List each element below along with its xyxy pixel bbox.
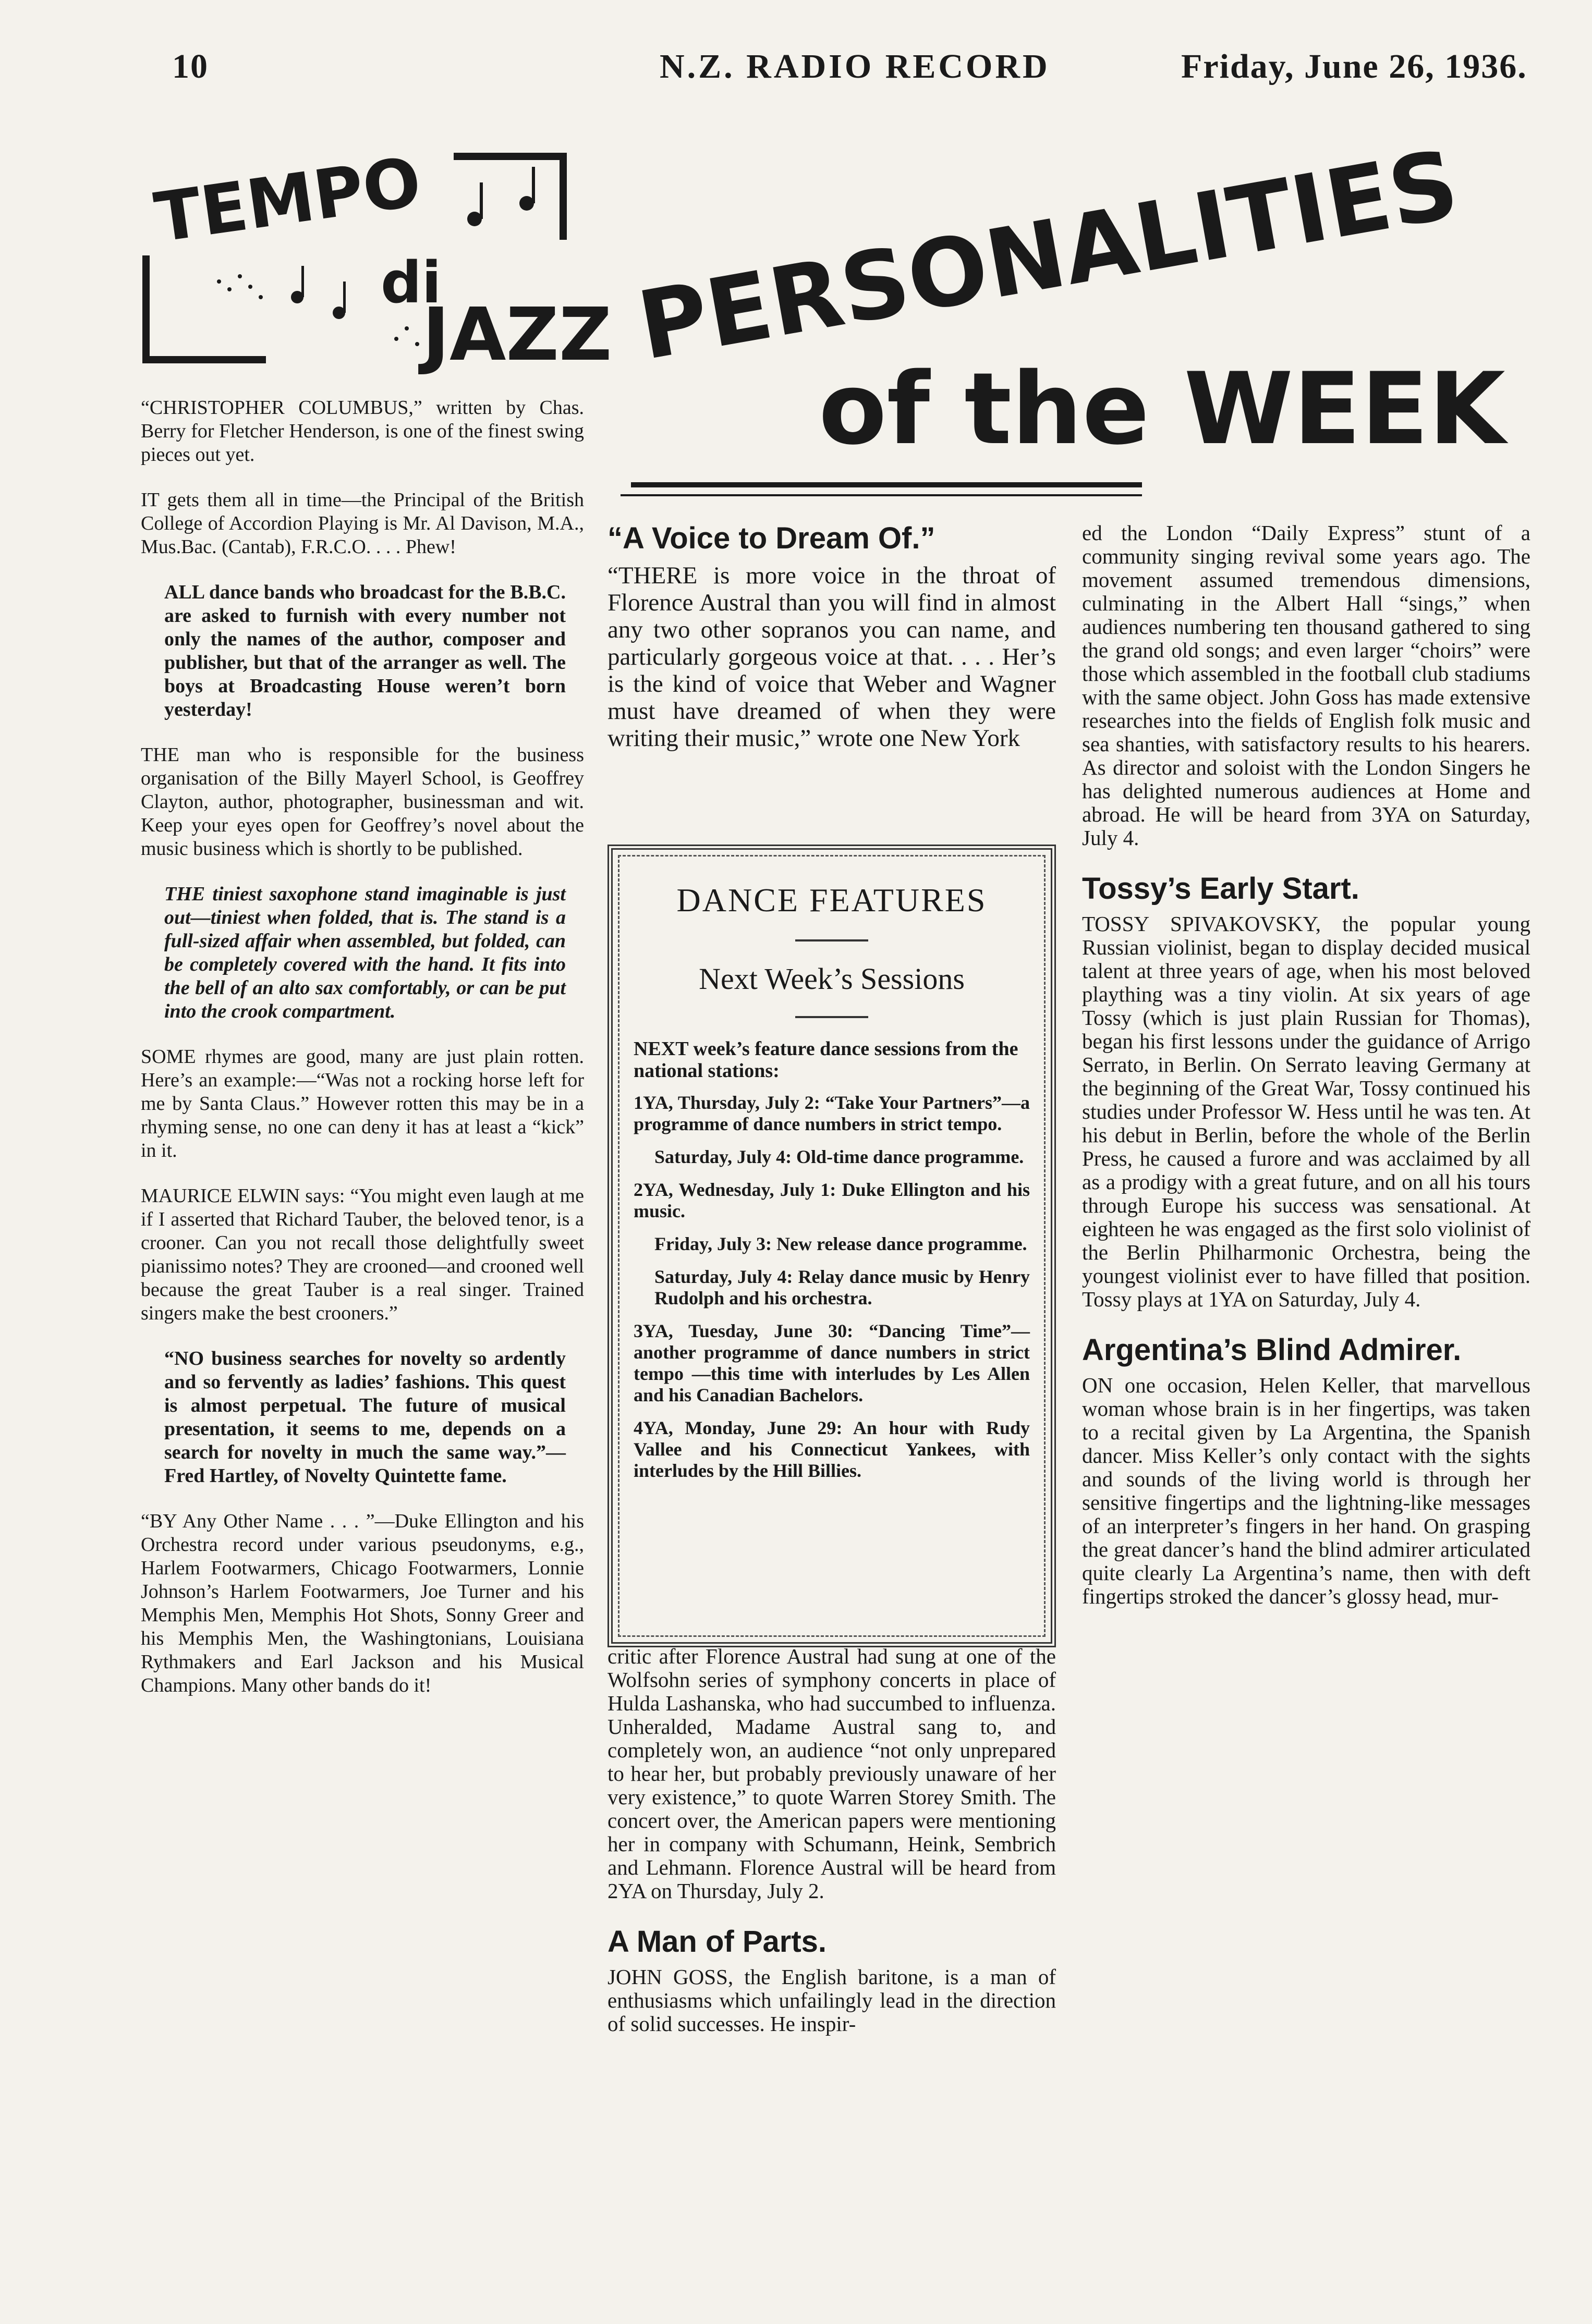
listing-2ya-friday: Friday, July 3: New release dance programme.: [654, 1233, 1027, 1254]
article-florence-austral-part1: “THERE is more voice in the throat of Florence Austral than you will find in almost any two other sopranos you can name, and particularly gorgeous voice at that. . . . Her’s is the kind of voice that Weber and Wagner must have dreamed of when they were writing their music,” wrote one New York: [607, 562, 1056, 752]
of-the-week-text: of the WEEK: [819, 351, 1505, 467]
jazz-text: JAZZ: [422, 292, 612, 377]
article-helen-keller: ON one occasion, Helen Keller, that marvellous woman whose brain is in her fingertips, was taken to a recital given by La Argentina, the Spanish dancer. Miss Keller’s only contact with the sights and sounds of the living world is through her sensitive fingertips and the lightning-like messages of an interpreter’s fingers in her hand. On grasping the great dancer’s hand the blind admirer articulated quite clearly La Argentina’s name, then with deft fingertips stroked the dancer’s glossy head, mur-: [1082, 1373, 1530, 1608]
item-saxophone-stand: THE tiniest saxophone stand imaginable is just out—tiniest when folded, that is. The stand is a full-sized affair when assembled, but folded, can be completely covered with the hand. It fits into the bell of an alto sax comfortably, or can be put into the crook compartment.: [164, 883, 566, 1022]
listing-2ya-wednesday: 2YA, Wednesday, July 1: Duke Ellington and his music.: [634, 1179, 1030, 1221]
dance-features-title: DANCE FEATURES: [676, 882, 987, 919]
publication-title: N.Z. RADIO RECORD: [660, 47, 1050, 85]
item-ellington-pseudonyms: “BY Any Other Name . . . ”—Duke Ellington and his Orchestra record under various pseudonyms, e.g., Harlem Footwarmers, Chicago Footwarmers, Lonnie Johnson’s Harlem Footwarmers, Joe Turner and his Memphis Men, Memphis Hot Shots, Sonny Greer and his Memphis Men, the Washingtonians, Louisiana Rythmakers and Earl Jackson and his Musical Champions. Many other bands do it!: [141, 1510, 584, 1696]
dance-features-subtitle: Next Week’s Sessions: [699, 962, 965, 996]
item-novelty: “NO business searches for novelty so ardently and so fervently as ladies’ fashions. This quest is almost perpetual. The future of musical presentation, it seems to me, depends on a search for novelty in much the same way.”—Fred Hartley, of Novelty Quintette fame.: [164, 1348, 566, 1487]
listing-3ya-tuesday: 3YA, Tuesday, June 30: “Dancing Time”—another programme of dance numbers in strict tempo —this time with interludes by Les Allen and his Canadian Bachelors.: [634, 1320, 1030, 1405]
item-christopher-columbus: “CHRISTOPHER COLUMBUS,” written by Chas. Berry for Fletcher Henderson, is one of the finest swing pieces out yet.: [141, 397, 584, 466]
heading-man-of-parts: A Man of Parts.: [607, 1925, 827, 1959]
page-number: 10: [172, 47, 209, 85]
item-accordion-college: IT gets them all in time—the Principal of the British College of Accordion Playing is Mr. Al Davison, M.A., Mus.Bac. (Cantab), F.R.C.O. . . . Phew!: [141, 489, 584, 558]
article-florence-austral-part2: critic after Florence Austral had sung at one of the Wolfsohn series of symphony concerts in place of Hulda Lashanska, who had succumbed to influenza. Unheralded, Madame Austral sang to, and completely won, an audience “not only unprepared to hear her, but probably previously unaware of her very existence,” to quote Warren Storey Smith. The concert over, the American papers were mentioning her in company with Schumann, Heink, Sembrich and Lehmann. Florence Austral will be heard from 2YA on Thursday, July 2.: [607, 1644, 1056, 1903]
item-maurice-elwin: MAURICE ELWIN says: “You might even laugh at me if I asserted that Richard Tauber, the beloved tenor, is a crooner. Can you not recall those delightfully sweet pianissimo notes? They are crooned—and crooned well because the great Tauber is a real singer. Trained singers make the best crooners.”: [141, 1185, 584, 1324]
item-billy-mayerl: THE man who is responsible for the business organisation of the Billy Mayerl School, is Geoffrey Clayton, author, photographer, businessman and wit. Keep your eyes open for Geoffrey’s novel about the music business which is shortly to be published.: [141, 744, 584, 860]
article-john-goss-part1: JOHN GOSS, the English baritone, is a man of enthusiasms which unfailingly lead in the direction of solid successes. He inspir-: [607, 1965, 1056, 2036]
tempo-di-jazz-logo: [141, 141, 612, 377]
item-bbc-dance-bands: ALL dance bands who broadcast for the B.B.C. are asked to furnish with every number not only the names of the author, composer and publisher, but that of the arranger as well. The boys at Broadcasting House weren’t born yesterday!: [164, 581, 566, 720]
listing-4ya-monday: 4YA, Monday, June 29: An hour with Rudy Vallee and his Connecticut Yankees, with interludes by the Hill Billies.: [634, 1417, 1030, 1481]
column-austral-continued: [607, 1645, 1056, 2058]
column-voice-to-dream-of: [607, 521, 1056, 774]
listing-2ya-saturday: Saturday, July 4: Relay dance music by Henry Rudolph and his orchestra.: [654, 1266, 1030, 1308]
personalities-of-the-week-logo: [621, 120, 1507, 506]
dance-intro: NEXT week’s feature dance sessions from the national stations:: [634, 1038, 1018, 1082]
item-rhymes: SOME rhymes are good, many are just plain rotten. Here’s an example:—“Was not a rocking horse left for me by Santa Claus.” However rotten this may be in a rhyming sense, no one can deny it has at least a “kick” in it.: [141, 1046, 584, 1161]
tempo-text: TEMPO: [150, 142, 426, 258]
heading-voice-to-dream-of: “A Voice to Dream Of.”: [607, 521, 935, 555]
issue-date: Friday, June 26, 1936.: [1181, 47, 1527, 85]
heading-argentina-blind-admirer: Argentina’s Blind Admirer.: [1082, 1333, 1462, 1367]
personalities-text: PERSONALITIES: [630, 130, 1466, 382]
article-tossy-spivakovsky: TOSSY SPIVAKOVSKY, the popular young Russian violinist, began to display decided musical talent at three years of age, when his most beloved plaything was a tiny violin. At six years of age Tossy (which is just plain Russian for Thomas), began his first lessons under the guidance of Arrigo Serrato, in Berlin. On Serrato leaving Germany at the beginning of the Great War, Tossy continued his studies under Professor W. Hess until he was ten. At his debut in Berlin, before the whole of the Berlin Press, he caused a furore and was acclaimed by all as a prodigy with a great future, and on all his tours through Europe his success was sensational. At eighteen he was engaged as the first solo violinist of the Berlin Philharmonic Orchestra, being the youngest violinist ever to have filled that position. Tossy plays at 1YA on Saturday, July 4.: [1082, 912, 1530, 1311]
listing-1ya-saturday: Saturday, July 4: Old-time dance programme.: [654, 1146, 1024, 1167]
heading-tossy-early-start: Tossy’s Early Start.: [1082, 872, 1359, 906]
dance-features-box: [607, 845, 1056, 1647]
column-tempo-di-jazz: [141, 396, 584, 1719]
di-text: di: [381, 249, 442, 316]
column-three: [1082, 521, 1530, 1630]
listing-1ya-thursday: 1YA, Thursday, July 2: “Take Your Partners”—a programme of dance numbers in strict tempo.: [634, 1092, 1030, 1134]
article-john-goss-part2: ed the London “Daily Express” stunt of a community singing revival some years ago. The movement assumed tremendous dimensions, culminating in the Albert Hall “sings,” when audiences numbering ten thousand gathered to sing the grand old songs; and even larger “choirs” were those which assembled in the football club stadiums with the same object. John Goss has made extensive researches into the fields of English folk music and sea shanties, with satisfactory results to his hearers. As director and soloist with the London Singers he has delighted numerous audiences at Home and abroad. He will be heard from 3YA on Saturday, July 4.: [1082, 521, 1530, 850]
